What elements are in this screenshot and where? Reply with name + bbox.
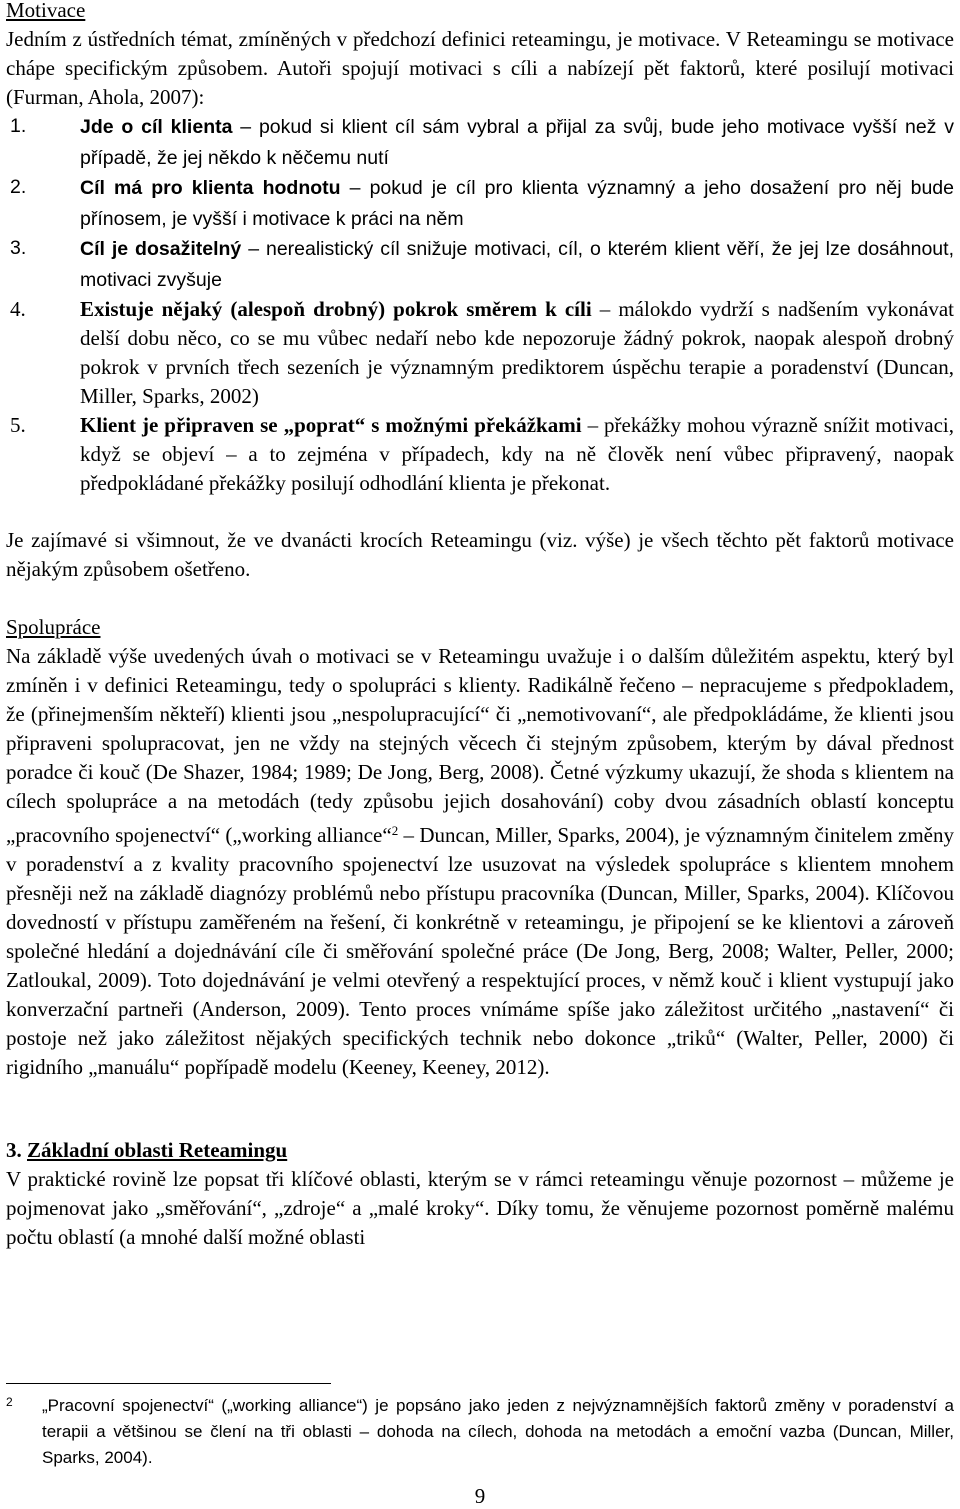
section-title: Základní oblasti Reteamingu [27,1138,288,1162]
list-item [6,411,954,498]
list-item-text: – pokud je cíl pro klienta významný a jeho dosažení pro něj bude přínosem, je vyšší i motivace k práci na něm [80,177,954,230]
list-item-text: – málokdo vydrží s nadšením vykonávat delší dobu něco, co se mu vůbec nedaří nebo kde nepozoruje žádný pokrok, naopak alespoň drobný pokrok v prvních třech sezeních je významným prediktorem úspěchu terapie a poradenství (Duncan, Miller, Sparks, 2002) [80,297,954,408]
page-number: 9 [474,1484,486,1508]
list-item-text: – překážky mohou výrazně snížit motivaci, když se objeví – a to zejména v případech, kdy na ně člověk není vůbec připravený, naopak předpokládané překážky posilují odhodlání klienta je překonat. [80,413,954,495]
motivace-intro-paragraph: Jedním z ústředních témat, zmíněných v předchozí definici reteamingu, je motivace. V Reteamingu se motivace chápe specifickým způsobem. Autoři spojují motivaci s cíli a nabízejí pět faktorů, které posilují motivaci (Furman, Ahola, 2007): [6,27,954,109]
footnote-separator [6,1383,331,1384]
spoluprace-text-part1: Na základě výše uvedených úvah o motivaci se v Reteamingu uvažuje i o dalším důležitém aspektu, který byl zmíněn i v definici Reteamingu, tedy o spolupráci s klienty. Radikálně řečeno – nepracujeme s předpokladem, že (přinejmenším někteří) klienti jsou „nespolupracující“ či „nemotivovaní“, ale předpokládáme, že klienti jsou připraveni spolupracovat, jen ne vždy na stejných věcech či stejným způsobem, kterým by dával přednost poradce či kouč (De Shazer, 1984; 1989; De Jong, Berg, 2008). Četné výzkumy ukazují, že shoda s klientem na cílech spolupráce a na metodách (tedy způsobu jejich dosahování) coby dvou zásadních oblastí konceptu „pracovního spojenectví“ („working alliance“ [6,644,954,847]
list-item-number: 4. [10,297,26,321]
list-item [6,112,954,173]
footnote-reference[interactable]: 2 [391,823,399,838]
section-number: 3. [6,1138,22,1162]
list-item-number: 3. [10,237,27,259]
section-heading-3 [6,1136,954,1165]
list-item [6,295,954,411]
list-item-bold: Existuje nějaký (alespoň drobný) pokrok směrem k cíli [80,297,592,321]
list-item-text: – pokud si klient cíl sám vybral a přijal za svůj, bude jeho motivace vyšší než v případě, že jej někdo k něčemu nutí [80,116,954,169]
motivation-factors-list [6,112,954,498]
list-item-bold: Cíl je dosažitelný [80,238,242,260]
list-item [6,234,954,295]
list-item-bold: Klient je připraven se „poprat“ s možnými překážkami [80,413,582,437]
section-heading-motivace: Motivace [6,0,86,22]
motivace-closing-paragraph: Je zajímavé si všimnout, že ve dvanácti krocích Reteamingu (viz. výše) je všech těchto pět faktorů motivace nějakým způsobem ošetřeno. [6,528,954,581]
footnote [6,1393,954,1471]
spoluprace-paragraph [6,642,954,1082]
list-item-text: – nerealistický cíl snižuje motivaci, cíl, o kterém klient věří, že jej lze dosáhnout, motivaci zvyšuje [80,238,954,291]
list-item [6,173,954,234]
footnote-text: „Pracovní spojenectví“ („working alliance“) je popsáno jako jeden z nejvýznamnějších faktorů změny v poradenství a terapii a většinou se člení na tři oblasti – dohoda na cílech, dohoda na metodách a emoční vazba (Duncan, Miller, Sparks, 2004). [42,1396,954,1467]
list-item-number: 1. [10,115,27,137]
spoluprace-text-part2: – Duncan, Miller, Sparks, 2004), je významným činitelem změny v poradenství a z kvality pracovního spojenectví lze usuzovat na výsledek spolupráce s klientem mnohem přesněji než na základě diagnózy problémů nebo přístupu pracovníka (Duncan, Miller, Sparks, 2004). Klíčovou dovedností v přístupu zaměřeném na řešení, či konkrétně v reteamingu, je připojení se ke klientovi a zároveň společné hledání a dojednávání cíle či směřování společné práce (De Jong, Berg, 2008; Walter, Peller, 2000; Zatloukal, 2009). Toto dojednávání je velmi otevřený a respektující proces, v němž kouč i klient vystupují jako konverzační partneři (Anderson, 2009). Tento proces vnímáme spíše jako záležitost určitého „nastavení“ či postoje než jako záležitost nějakých specifických technik nebo dokonce „triků“ (Walter, Peller, 2000) či rigidního „manuálu“ popřípadě modelu (Keeney, Keeney, 2012). [6,823,954,1079]
footnote-mark: 2 [6,1395,13,1409]
list-item-bold: Cíl má pro klienta hodnotu [80,177,341,199]
list-item-number: 5. [10,413,26,437]
document-page [6,0,954,1252]
list-item-number: 2. [10,176,27,198]
section-heading-spoluprace: Spolupráce [6,615,101,639]
list-item-bold: Jde o cíl klienta [80,116,233,138]
section3-paragraph: V praktické rovině lze popsat tři klíčové oblasti, kterým se v rámci reteamingu věnuje pozornost – můžeme je pojmenovat jako „směřování“, „zdroje“ a „malé kroky“. Díky tomu, že věnujeme pozornost poměrně malému počtu oblastí (a mnohé další možné oblasti [6,1167,954,1249]
